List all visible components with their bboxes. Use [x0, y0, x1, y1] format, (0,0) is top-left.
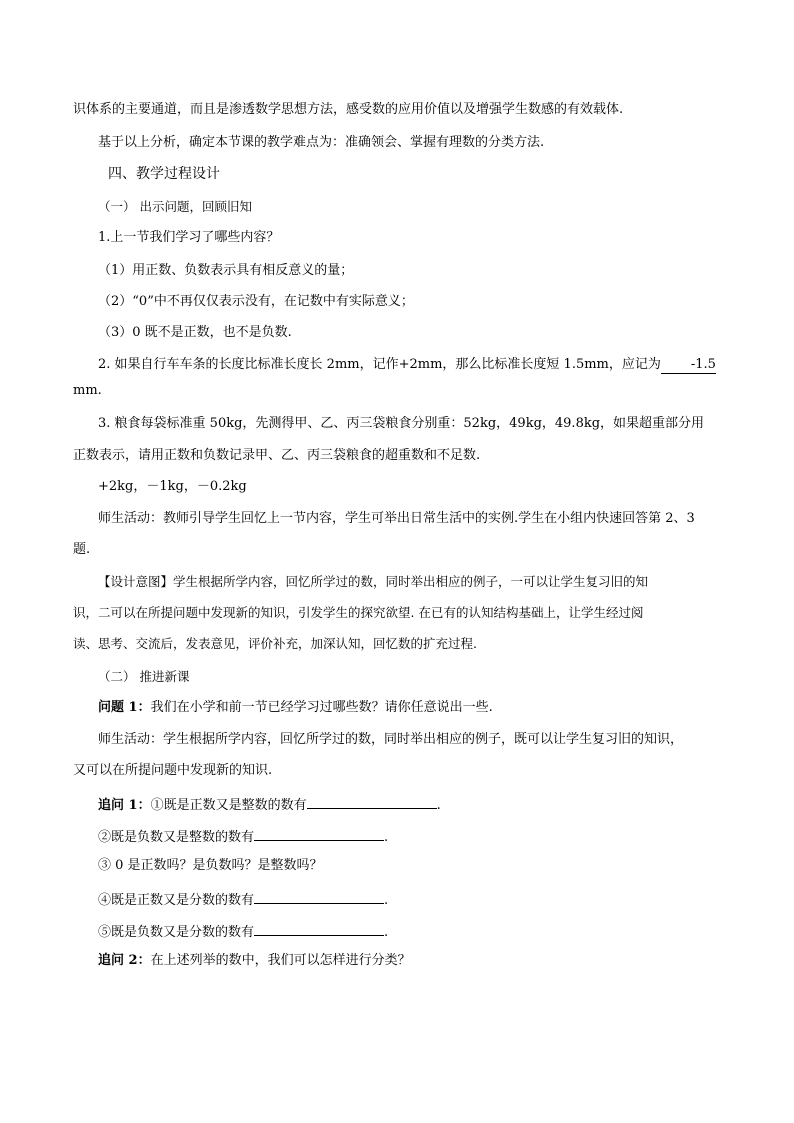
period: .: [436, 798, 441, 813]
question-2: [98, 357, 716, 374]
question-1-item-b: （2）“0”中不再仅仅表示没有，在记数中有实际意义；: [98, 294, 414, 309]
followup-2-label: 追问 2：: [98, 953, 151, 968]
section-heading-4: 四、教学过程设计: [108, 166, 220, 182]
activity-1-line-1: 师生活动：教师引导学生回忆上一节内容，学生可举出日常生活中的实例.学生在小组内快速回答第 2、3: [98, 511, 695, 526]
subsection-heading-1: （一） 出示问题，回顾旧知: [98, 199, 252, 214]
subsection-heading-2: （二） 推进新课: [98, 669, 190, 684]
period: .: [384, 893, 389, 908]
followup-1-item-a: [98, 795, 441, 814]
followup-1-label: 追问 1：: [98, 798, 151, 813]
blank-line: [254, 890, 384, 904]
problem-1-text: 我们在小学和前一节已经学习过哪些数？请你任意说出一些.: [150, 700, 493, 715]
followup-1-item-d-text: ④既是正数又是分数的数有: [98, 893, 255, 908]
question-2-answer: -1.5: [661, 357, 716, 374]
blank-line: [254, 922, 384, 936]
followup-1-item-d: [98, 890, 388, 909]
blank-line: [254, 827, 384, 841]
blank-line: [307, 795, 437, 809]
followup-1-item-a-text: ①既是正数又是整数的数有: [150, 798, 307, 813]
followup-1-item-c: ③ 0 是正数吗？是负数吗？是整数吗？: [98, 858, 323, 873]
question-1: 1.上一节我们学习了哪些内容？: [98, 230, 280, 245]
followup-2: [98, 953, 411, 969]
question-1-item-c: （3）0 既不是正数，也不是负数.: [98, 325, 292, 340]
intro-paragraph-end: 识体系的主要通道，而且是渗透数学思想方法，感受数的应用价值以及增强学生数感的有效载体.: [73, 102, 624, 117]
followup-2-text: 在上述列举的数中，我们可以怎样进行分类？: [150, 953, 411, 968]
followup-1-item-b-text: ②既是负数又是整数的数有: [98, 830, 255, 845]
difficulty-paragraph: 基于以上分析，确定本节课的教学难点为：准确领会、掌握有理数的分类方法.: [98, 135, 545, 150]
activity-1-line-2: 题.: [73, 542, 91, 557]
period: .: [384, 830, 389, 845]
question-3-line-1: 3. 粮食每袋标准重 50kg，先测得甲、乙、丙三袋粮食分别重：52kg，49kg，49.8kg，如果超重部分用: [98, 416, 705, 431]
design-intent-line-1: 【设计意图】学生根据所学内容，回忆所学过的数，同时举出相应的例子，一可以让学生复习旧的知: [98, 574, 649, 589]
question-1-item-a: （1）用正数、负数表示具有相反意义的量；: [98, 263, 354, 278]
followup-1-item-e-text: ⑤既是负数又是分数的数有: [98, 925, 255, 940]
problem-1-label: 问题 1：: [98, 700, 151, 715]
followup-1-item-b: [98, 827, 388, 846]
design-intent-line-2: 识，二可以在所提问题中发现新的知识，引发学生的探究欲望. 在已有的认知结构基础上，让学生经过阅: [73, 605, 644, 620]
activity-2-line-1: 师生活动：学生根据所学内容，回忆所学过的数，同时举出相应的例子，既可以让学生复习旧的知识，: [98, 732, 684, 747]
question-2-unit: mm.: [73, 383, 102, 398]
design-intent-line-3: 读、思考、交流后，发表意见，评价补充，加深认知，回忆数的扩充过程.: [73, 636, 477, 651]
activity-2-line-2: 又可以在所提问题中发现新的知识.: [73, 763, 273, 778]
followup-1-item-e: [98, 922, 388, 941]
period: .: [384, 925, 389, 940]
problem-1: [98, 700, 493, 716]
question-3-line-2: 正数表示，请用正数和负数记录甲、乙、丙三袋粮食的超重数和不足数.: [73, 448, 481, 463]
question-2-text: 2. 如果自行车车条的长度比标准长度长 2mm，记作+2mm，那么比标准长度短 1.5mm，应记为: [98, 357, 661, 372]
question-3-answer: +2kg，－1kg，－0.2kg: [98, 479, 247, 494]
